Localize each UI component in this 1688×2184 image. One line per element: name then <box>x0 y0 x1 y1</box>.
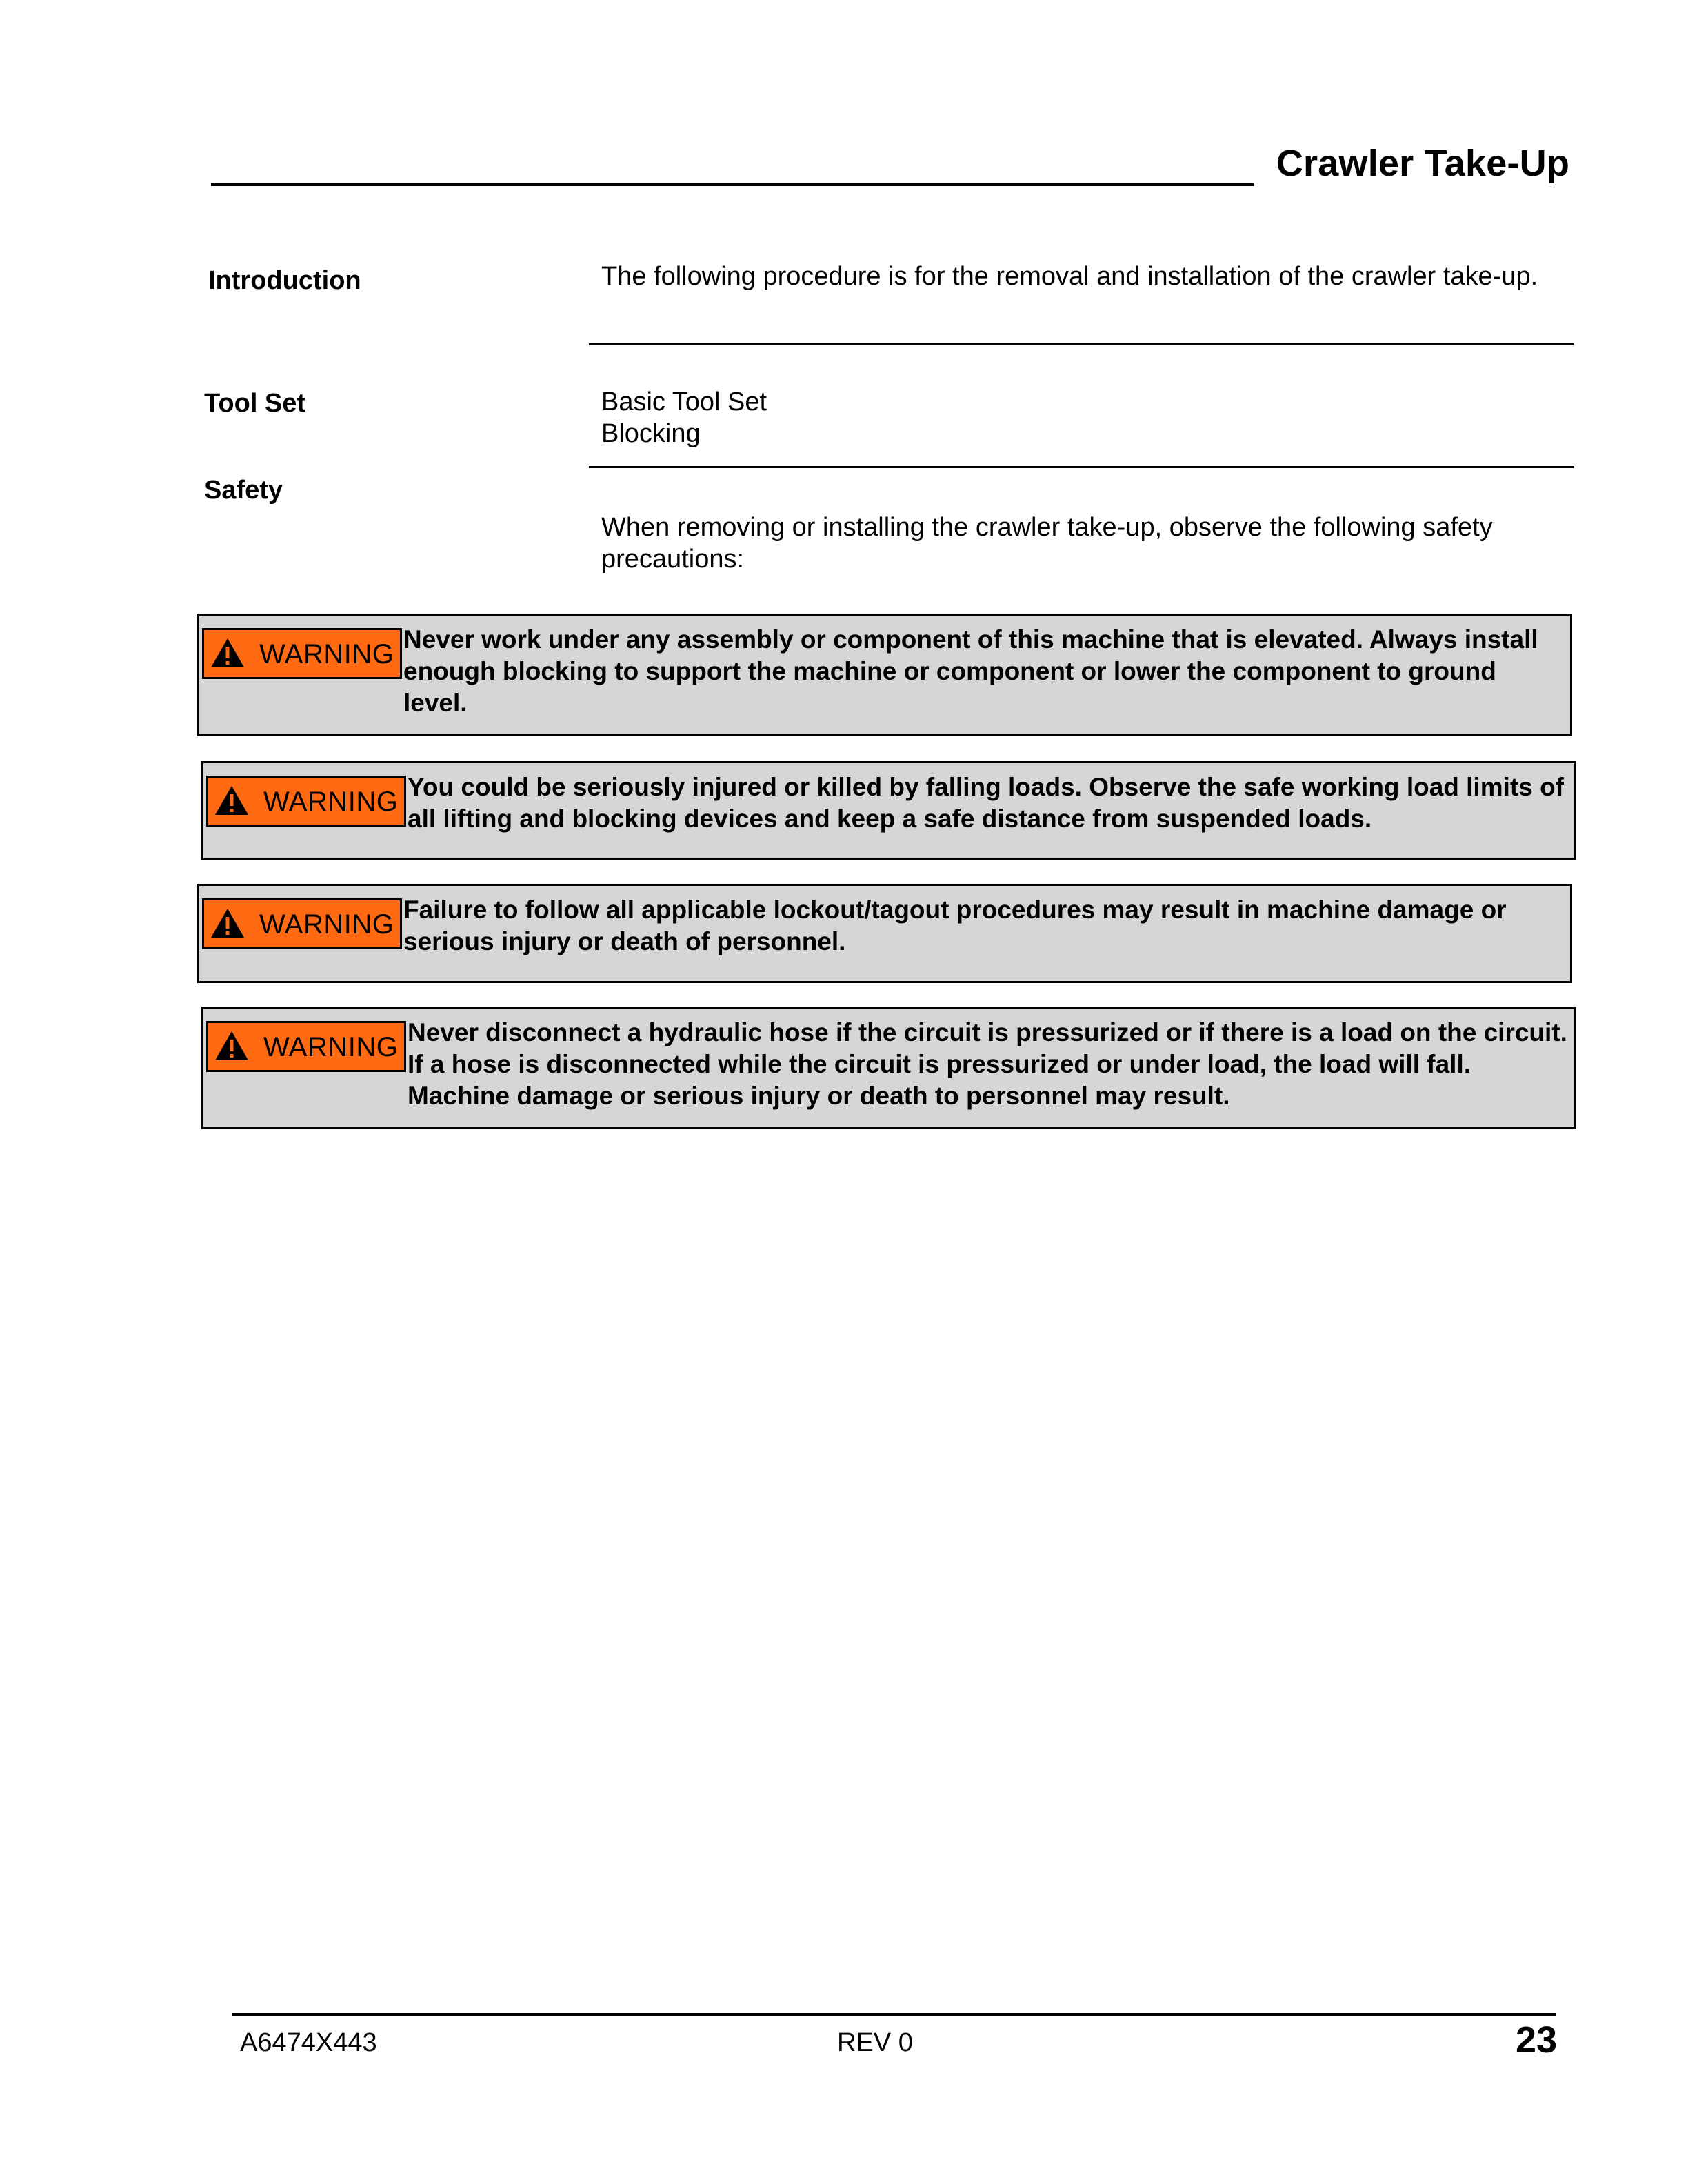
warning-badge <box>202 628 402 679</box>
warning-triangle-icon <box>214 1030 250 1062</box>
tool-set-label: Tool Set <box>204 389 306 418</box>
section-divider <box>589 343 1574 345</box>
page-number: 23 <box>1516 2019 1558 2061</box>
warning-label: WARNING <box>259 639 394 669</box>
revision-label: REV 0 <box>837 2028 913 2057</box>
safety-text: When removing or installing the crawler take-up, observe the following safety precautions: <box>601 513 1493 574</box>
introduction-label: Introduction <box>208 266 361 295</box>
warning-box <box>201 1007 1576 1129</box>
warning-text: You could be seriously injured or killed by falling loads. Observe the safe working load limits of all lifting and blocking devices and keep a safe distance from suspended loads. <box>408 773 1564 833</box>
safety-label: Safety <box>204 476 283 505</box>
header-rule <box>211 183 1254 186</box>
warning-box <box>197 884 1572 983</box>
footer-rule <box>232 2013 1556 2016</box>
warning-label: WARNING <box>259 909 394 940</box>
warning-text: Failure to follow all applicable lockout/tagout procedures may result in machine damage or serious injury or death of personnel. <box>403 896 1507 956</box>
warning-triangle-icon <box>210 907 245 939</box>
warning-text: Never work under any assembly or component of this machine that is elevated. Always install enough blocking to support the machine or component or lower the component to ground level. <box>403 625 1538 717</box>
warning-badge <box>206 1021 406 1072</box>
page-title: Crawler Take-Up <box>1276 143 1569 184</box>
tool-set-item: Basic Tool Set <box>601 387 767 416</box>
warning-badge <box>202 898 402 949</box>
warning-box <box>197 614 1572 736</box>
warning-label: WARNING <box>263 1032 399 1062</box>
tool-set-list <box>601 386 1291 449</box>
introduction-text: The following procedure is for the removal and installation of the crawler take-up. <box>601 262 1538 291</box>
warning-text: Never disconnect a hydraulic hose if the circuit is pressurized or if there is a load on the circuit. If a hose is disconnected while the circuit is pressurized or under load, the load will fall. Machine damage or serious injury or death to personnel may result. <box>408 1018 1567 1110</box>
warning-triangle-icon <box>214 785 250 816</box>
warning-triangle-icon <box>210 637 245 669</box>
warning-box <box>201 761 1576 860</box>
section-divider <box>589 466 1574 468</box>
document-number: A6474X443 <box>240 2028 377 2057</box>
warning-badge <box>206 776 406 827</box>
warning-label: WARNING <box>263 787 399 817</box>
tool-set-item: Blocking <box>601 419 701 448</box>
